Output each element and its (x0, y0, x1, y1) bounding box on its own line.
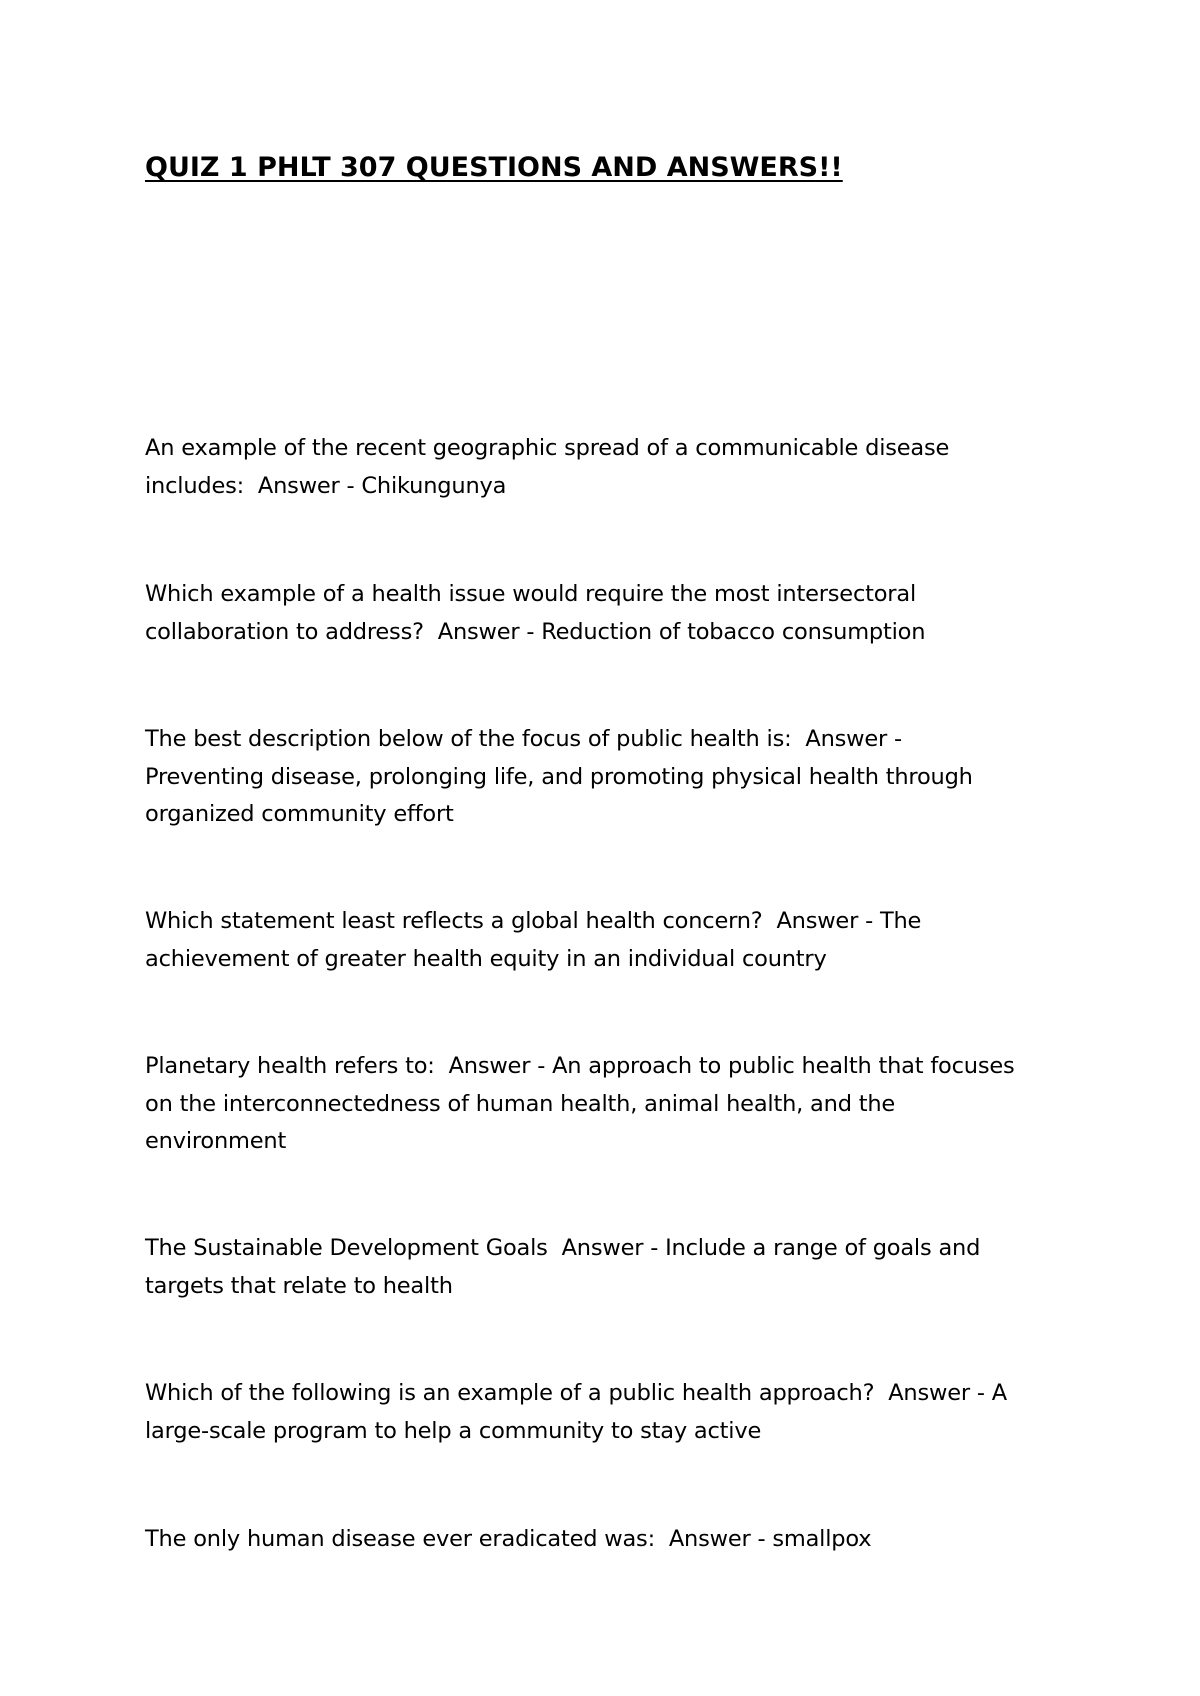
qa-item-2 (145, 576, 1070, 651)
qa-line: organized community effort (145, 801, 454, 827)
qa-line: targets that relate to health (145, 1272, 453, 1299)
qa-line: collaboration to address? Answer - Reduction of tobacco consumption (145, 618, 926, 645)
qa-line: Which statement least reflects a global health concern? Answer - The (145, 908, 922, 934)
qa-line: An example of the recent geographic spread of a communicable disease (145, 435, 950, 461)
qa-line: Preventing disease, prolonging life, and promoting physical health through (145, 763, 973, 790)
qa-item-5 (145, 1048, 1070, 1161)
document-title: QUIZ 1 PHLT 307 QUESTIONS AND ANSWERS!! (145, 152, 843, 183)
qa-line: The Sustainable Development Goals Answer - Include a range of goals and (145, 1235, 981, 1261)
qa-item-7 (145, 1375, 1070, 1450)
qa-line: Which example of a health issue would require the most intersectoral (145, 581, 916, 607)
qa-line: includes: Answer - Chikungunya (145, 472, 507, 499)
qa-item-6 (145, 1230, 1070, 1305)
qa-line: The best description below of the focus of public health is: Answer - (145, 726, 902, 752)
qa-item-3 (145, 721, 1070, 834)
qa-item-1 (145, 430, 1070, 505)
qa-line: The only human disease ever eradicated was: Answer - smallpox (145, 1526, 872, 1552)
qa-line: Which of the following is an example of a public health approach? Answer - A (145, 1380, 1007, 1406)
qa-line: environment (145, 1128, 287, 1154)
qa-item-4 (145, 903, 1070, 978)
qa-line: on the interconnectedness of human health, animal health, and the (145, 1090, 896, 1117)
qa-line: Planetary health refers to: Answer - An approach to public health that focuses (145, 1053, 1015, 1079)
qa-line: large-scale program to help a community to stay active (145, 1417, 762, 1444)
qa-line: achievement of greater health equity in an individual country (145, 945, 827, 972)
qa-item-8 (145, 1521, 1070, 1559)
